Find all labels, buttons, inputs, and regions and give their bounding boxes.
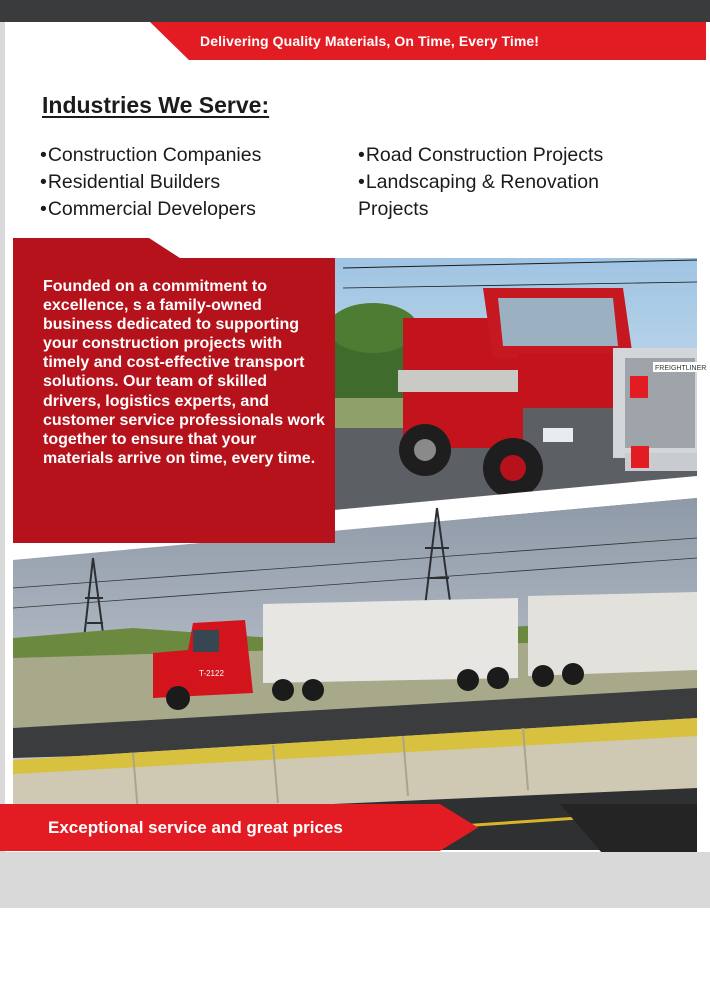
footer-grey-band bbox=[0, 852, 710, 908]
semi-truck-photo bbox=[13, 498, 697, 850]
industries-list-left bbox=[40, 142, 340, 223]
left-edge-stripe bbox=[0, 22, 5, 907]
industry-item: • Landscaping & Renovation Projects bbox=[358, 169, 658, 223]
industry-item: • Commercial Developers bbox=[40, 196, 340, 223]
industries-list-right bbox=[358, 142, 658, 223]
industry-item: • Road Construction Projects bbox=[358, 142, 658, 169]
top-bar bbox=[0, 0, 710, 22]
text-panel-tab bbox=[13, 238, 183, 260]
industry-item: • Construction Companies bbox=[40, 142, 340, 169]
industries-title: Industries We Serve: bbox=[42, 92, 270, 118]
tagline-text: Delivering Quality Materials, On Time, Every Time! bbox=[200, 33, 540, 49]
about-text: Founded on a commitment to excellence, s a family-owned business dedicated to supporting your construction projects with timely and cost-effective transport solutions. Our team of skilled drivers, logistics experts, and customer service professionals work together to ensure that your materials arrive on time, every time. bbox=[43, 278, 325, 467]
grille-badge: FREIGHTLINER bbox=[655, 365, 707, 372]
slogan-text: Exceptional service and great prices bbox=[48, 818, 343, 837]
fire-truck-photo bbox=[328, 258, 697, 518]
truck-number: T-2122 bbox=[199, 669, 224, 678]
industry-item: • Residential Builders bbox=[40, 169, 340, 196]
